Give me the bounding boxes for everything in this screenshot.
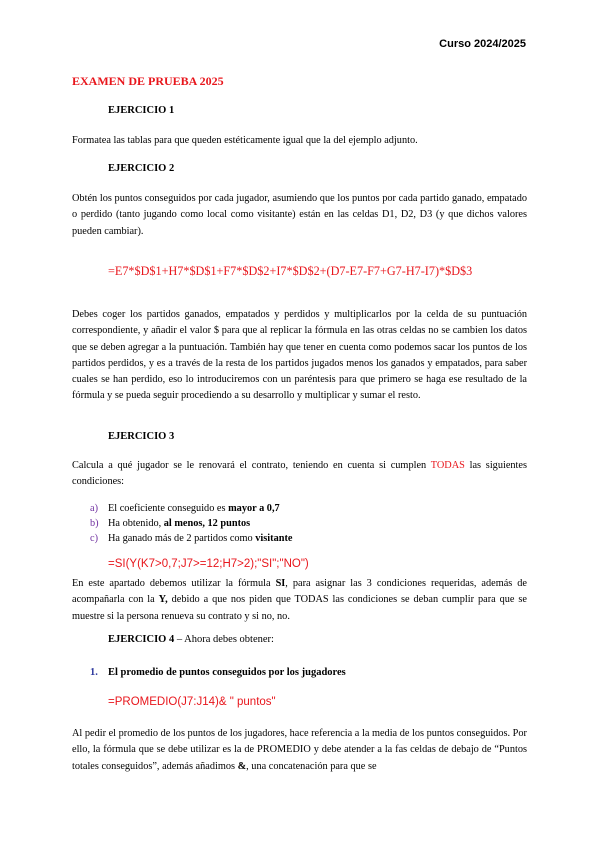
condition-bold: al menos, 12 puntos — [163, 518, 251, 529]
condition-bold: visitante — [255, 533, 293, 544]
exercise-1-heading: EJERCICIO 1 — [108, 105, 175, 116]
exp-text: , para asignar las 3 condiciones requeridas, además de acompañarla con la — [72, 578, 527, 606]
exp-text: , una concatenación para que se — [246, 760, 377, 772]
list-marker: 1. — [90, 667, 98, 678]
condition-text: El coeficiente conseguido es — [108, 503, 229, 514]
exam-title: EXAMEN DE PRUEBA 2025 — [72, 74, 224, 88]
exercise-4-heading: EJERCICIO 4 — [108, 634, 175, 645]
exercise-3-formula: =SI(Y(K7>0,7;J7>=12;H7>2);"SI";"NO") — [108, 558, 309, 570]
exp-bold-si: SI — [275, 578, 286, 589]
exercise-1-text: Formatea las tablas para que queden estéticamente igual que la del ejemplo adjunto. — [72, 135, 418, 146]
condition-item — [90, 533, 292, 544]
list-marker: a) — [90, 503, 98, 514]
exercise-2-text: Obtén los puntos conseguidos por cada jugador, asumiendo que los puntos por cada partido ganado, empatado o perdido (tanto jugando como local como visitante) están en las celdas D1, D2, D3 (y que dichos valores pueden cambiar). — [72, 193, 527, 237]
exp-text: debido a que nos piden que TODAS las condiciones se deban cumplir para que se muestre si la persona renueva su contrato y si no, no. — [72, 594, 527, 622]
exercise-2-heading: EJERCICIO 2 — [108, 163, 175, 174]
list-marker: b) — [90, 518, 99, 529]
exercise-2-formula: =E7*$D$1+H7*$D$1+F7*$D$2+I7*$D$2+(D7-E7-F7+G7-H7-I7)*$D$3 — [108, 264, 473, 278]
condition-text: Ha obtenido, — [108, 518, 164, 529]
numbered-item — [90, 667, 346, 678]
exp-bold-amp: & — [237, 760, 247, 772]
intro-text-end: las siguientes condiciones: — [72, 460, 527, 488]
exercise-4-heading-rest: – Ahora debes obtener: — [174, 634, 274, 645]
exercise-3-heading: EJERCICIO 3 — [108, 431, 175, 442]
condition-item — [90, 518, 250, 529]
course-label: Curso 2024/2025 — [439, 38, 526, 50]
exp-text: En este apartado debemos utilizar la fórmula — [72, 578, 276, 589]
condition-text: Ha ganado más de 2 partidos como — [108, 533, 256, 544]
exp-bold-y: Y, — [158, 594, 168, 606]
exercise-2-explanation: Debes coger los partidos ganados, empatados y perdidos y multiplicarlos por la celda de su puntuación correspondiente, y añadir el valor $ para que al replicar la fórmula en las otras celdas no se cambien los datos que se deben agregar a la puntuación. También hay que tener en cuenta como podemos sacar los puntos de los partidos perdidos, y es a través de la resta de los partidos jugados menos los ganados y empatados, para saber cuales se han perdido, eso lo introduciremos con un paréntesis para que primero se haga ese resultado de la fórmula y se pueda seguir procediendo a su desarrollo y multiplicar y sumar el resto. — [72, 309, 527, 402]
exercise-3-intro — [72, 458, 527, 491]
condition-item — [90, 503, 280, 514]
exercise-3-explanation — [72, 576, 527, 625]
condition-bold: mayor a 0,7 — [228, 503, 280, 514]
item-text: El promedio de puntos conseguidos por los jugadores — [108, 667, 346, 678]
exercise-4-explanation — [72, 726, 527, 775]
intro-emphasis-todas: TODAS — [430, 460, 465, 471]
exercise-4-heading-line — [108, 634, 274, 645]
list-marker: c) — [90, 533, 98, 544]
intro-text-start: Calcula a qué jugador se le renovará el contrato, teniendo en cuenta si cumplen — [72, 460, 431, 471]
exercise-4-formula: =PROMEDIO(J7:J14)& " puntos" — [108, 696, 276, 708]
exp-text: Al pedir el promedio de los puntos de los jugadores, hace referencia a la media de los puntos conseguidos. Por ello, la fórmula que se debe utilizar es la de PROMEDIO y debe atender a la fas celdas de debajo de “Puntos totales conseguidos”, además añadimos — [72, 728, 527, 772]
